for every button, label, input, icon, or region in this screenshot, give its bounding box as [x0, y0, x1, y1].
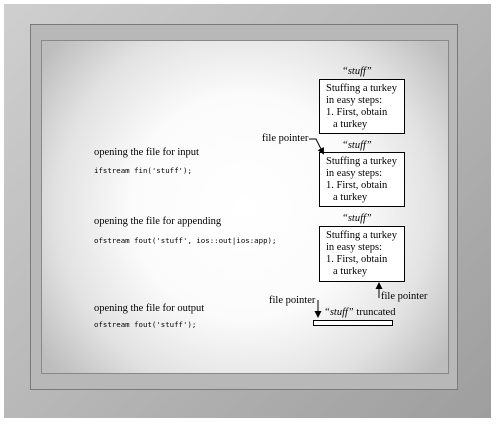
box-2-line-1: Stuffing a turkey [326, 156, 397, 167]
box-3-line-1: Stuffing a turkey [326, 230, 397, 241]
box-3-line-3: 1. First, obtain [326, 254, 388, 265]
input-section-code: ifstream fin('stuff'); [94, 166, 192, 175]
box-2-title: “stuff” [342, 140, 372, 151]
box-1-line-1: Stuffing a turkey [326, 83, 397, 94]
truncated-label [324, 307, 395, 319]
truncated-suffix: truncated [353, 307, 396, 318]
append-section-code: ofstream fout('stuff', ios::out|ios:app); [94, 236, 277, 245]
file-pointer-output-label: file pointer [269, 295, 316, 306]
box-2-line-4: a turkey [333, 192, 368, 203]
file-box-input [319, 152, 405, 207]
output-section-code: ofstream fout('stuff'); [94, 320, 197, 329]
box-1-line-3: 1. First, obtain [326, 107, 388, 118]
file-pointer-append-label: file pointer [381, 291, 428, 302]
file-pointer-input-label: file pointer [262, 133, 309, 144]
output-section-label: opening the file for output [94, 303, 205, 314]
truncated-file-name: “stuff” [324, 307, 354, 318]
box-3-line-2: in easy steps: [326, 242, 382, 253]
append-section-label: opening the file for appending [94, 216, 222, 227]
input-section-label: opening the file for input [94, 147, 199, 158]
box-1-line-2: in easy steps: [326, 95, 382, 106]
box-1-title: “stuff” [342, 66, 372, 77]
box-3-title: “stuff” [342, 213, 372, 224]
truncated-file-bar [313, 320, 393, 326]
file-box-append [319, 226, 405, 282]
box-3-line-4: a turkey [333, 266, 368, 277]
box-2-line-2: in easy steps: [326, 168, 382, 179]
file-box-original [319, 79, 405, 134]
box-1-line-4: a turkey [333, 119, 368, 130]
box-2-line-3: 1. First, obtain [326, 180, 388, 191]
